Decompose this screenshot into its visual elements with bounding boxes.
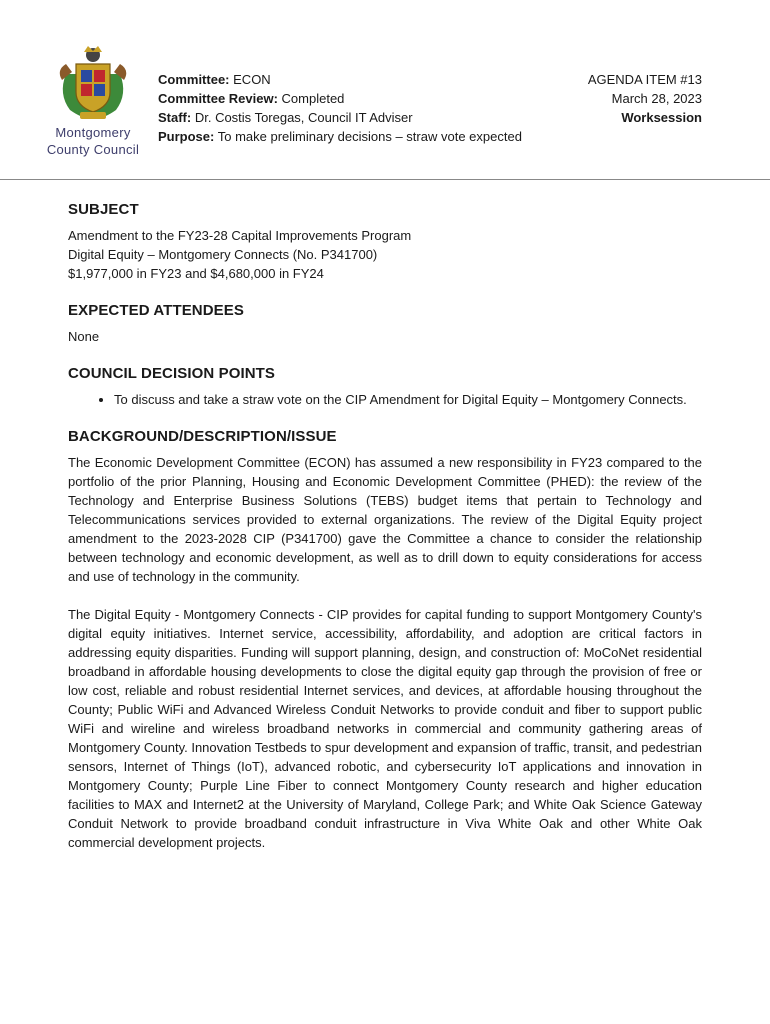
document-body: [68, 200, 702, 871]
background-paragraph: The Economic Development Committee (ECON) has assumed a new responsibility in FY23 compared to the portfolio of the prior Planning, Housing and Economic Development Committee (PHED): the review of the Technology and Enterprise Business Solutions (TEBS) budget items that pertain to Technology and Telecommunications services provided to external organizations. The review of the Digital Equity project amendment to the 2023-2028 CIP (P341700) gave the Committee a chance to consider the relationship between technology and economic development, as well as to drill down to equity considerations for access and use of technology in the community.: [68, 455, 702, 584]
review-row: [158, 89, 522, 108]
decision-points-heading: COUNCIL DECISION POINTS: [68, 365, 276, 382]
agenda-date: March 28, 2023: [611, 91, 702, 106]
decision-points-section: [68, 364, 702, 409]
session-type: Worksession: [621, 110, 702, 125]
committee-label: Committee:: [158, 72, 230, 87]
review-value: Completed: [281, 91, 345, 106]
attendees-heading: EXPECTED ATTENDEES: [68, 302, 244, 319]
agenda-info: [588, 70, 702, 127]
decision-points-list: [68, 390, 702, 409]
attendees-section: [68, 301, 702, 346]
header-divider: [0, 179, 770, 180]
decision-point-item: • To discuss and take a straw vote on the CIP Amendment for Digital Equity – Montgomery Connects.: [114, 390, 702, 409]
subject-line: Amendment to the FY23-28 Capital Improvements Program: [68, 228, 412, 243]
org-name: [46, 124, 140, 158]
subject-section: [68, 200, 702, 283]
meeting-meta: [158, 70, 522, 146]
subject-line: Digital Equity – Montgomery Connects (No. P341700): [68, 247, 378, 262]
purpose-row: [158, 127, 522, 146]
purpose-label: Purpose:: [158, 129, 215, 144]
county-seal-icon: [54, 44, 132, 122]
committee-value: ECON: [233, 72, 271, 87]
background-paragraph: The Digital Equity - Montgomery Connects - CIP provides for capital funding to support Montgomery County's digital equity initiatives. Internet service, accessibility, affordability, and adoption are critical factors in addressing equity disparities. Funding will support planning, design, and construction of: MoCoNet residential broadband in affordable housing developments to close the digital equity gap through the provision of free or low cost, reliable and robust residential Internet services, and devices, at affordable housing throughout the County; Public WiFi and Advanced Wireless Conduit Networks to provide conduit and fiber to support public WiFi and wireline and wireless broadband networks in commercial and community gathering areas of Montgomery County. Innovation Testbeds to spur development and expansion of traffic, transit, and pedestrian sensors, Internet of Things (IoT), advanced robotic, and cybersecurity IoT applications and innovation in Montgomery County; Purple Line Fiber to connect Montgomery County research and higher education facilities to MAX and Internet2 at the University of Maryland, College Park; and White Oak Science Gateway Conduit Network to provide broadband conduit infrastructure in Viva White Oak and other White Oak commercial development projects.: [68, 607, 702, 850]
background-heading: BACKGROUND/DESCRIPTION/ISSUE: [68, 428, 337, 445]
purpose-value: To make preliminary decisions – straw vote expected: [217, 129, 522, 144]
staff-value: Dr. Costis Toregas, Council IT Adviser: [194, 110, 413, 125]
attendees-text: None: [68, 329, 100, 344]
agenda-item: AGENDA ITEM #13: [587, 72, 702, 87]
org-name-line2: County Council: [46, 142, 140, 157]
background-section: [68, 427, 702, 852]
review-label: Committee Review:: [158, 91, 278, 106]
staff-label: Staff:: [158, 110, 192, 125]
document-header: [0, 0, 770, 180]
committee-row: [158, 70, 522, 89]
council-logo: [46, 44, 140, 158]
subject-heading: SUBJECT: [68, 201, 139, 218]
subject-line: $1,977,000 in FY23 and $4,680,000 in FY24: [68, 266, 324, 281]
org-name-line1: Montgomery: [55, 125, 131, 140]
staff-row: [158, 108, 522, 127]
